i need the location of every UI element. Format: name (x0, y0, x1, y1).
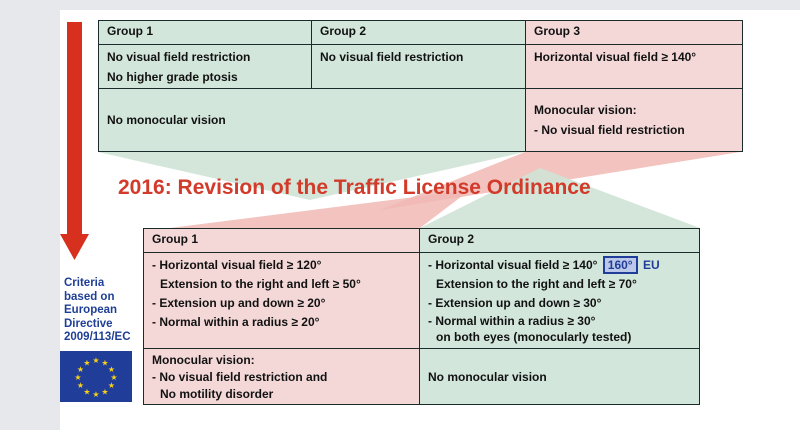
old-g1-line-1: No visual field restriction (107, 50, 251, 64)
revision-title: 2016: Revision of the Traffic License Ordinance (118, 176, 591, 199)
svg-text:★: ★ (76, 365, 85, 374)
old-group-12-monocular-cell (99, 89, 526, 152)
svg-text:★: ★ (110, 373, 118, 382)
new-g1-monocular-item-2: No motility disorder (160, 387, 274, 401)
new-g2-line-3: - Extension up and down ≥ 30° (428, 296, 602, 310)
new-group-1-field-cell (144, 253, 420, 349)
new-header-group-2: Group 2 (420, 229, 700, 253)
eu-criteria-note (64, 277, 144, 345)
old-g1-line-2: No higher grade ptosis (107, 70, 238, 84)
old-header-group-1: Group 1 (99, 21, 312, 45)
new-group-1-monocular-cell (144, 349, 420, 405)
eu-criteria-line-3: European (64, 304, 118, 316)
old-regulation-table (98, 20, 743, 152)
new-g1-line-4: - Normal within a radius ≥ 20° (152, 315, 320, 329)
old-g2-line-1: No visual field restriction (320, 50, 464, 64)
old-g3-monocular-title: Monocular vision: (534, 103, 637, 117)
eu-criteria-line-4: Directive (64, 317, 113, 330)
new-g2-line-4: - Normal within a radius ≥ 30° (428, 314, 596, 328)
old-header-group-3: Group 3 (526, 21, 743, 45)
svg-text:★: ★ (101, 358, 109, 368)
svg-text:★: ★ (107, 381, 116, 390)
old-group-3-field-cell (526, 45, 743, 89)
new-g2-line-2: Extension to the right and left ≥ 70° (436, 277, 637, 291)
arrow-head (60, 234, 89, 260)
new-g1-monocular-item-1: - No visual field restriction and (152, 370, 328, 384)
svg-text:★: ★ (74, 373, 82, 382)
new-regulation-table (143, 228, 700, 405)
new-header-group-1: Group 1 (144, 229, 420, 253)
arrow-shaft (67, 22, 82, 234)
old-header-group-2: Group 2 (312, 21, 526, 45)
new-g1-line-1: - Horizontal visual field ≥ 120° (152, 258, 322, 272)
new-g2-line-1 (428, 256, 691, 275)
new-g1-monocular-title: Monocular vision: (152, 353, 255, 367)
svg-text:★: ★ (101, 387, 109, 397)
svg-text:★: ★ (83, 358, 91, 368)
old-group-2-field-cell (312, 45, 526, 89)
new-group-2-monocular-cell (420, 349, 700, 405)
svg-text:★: ★ (92, 390, 100, 399)
old-g3-line-1: Horizontal visual field ≥ 140° (534, 50, 697, 64)
new-g2-horizontal-text: - Horizontal visual field ≥ 140° (428, 258, 598, 272)
new-group-2-field-cell (420, 253, 700, 349)
new-g2-line-5: on both eyes (monocularly tested) (436, 330, 632, 344)
old-group-3-monocular-cell (526, 89, 743, 152)
new-g2-monocular: No monocular vision (428, 369, 547, 384)
svg-text:★: ★ (107, 365, 116, 374)
svg-text:★: ★ (83, 387, 91, 397)
eu-flag-icon (60, 351, 132, 402)
eu-criteria-line-1: Criteria (64, 277, 105, 289)
eu-tag: EU (642, 258, 660, 272)
eu-criteria-line-2: based on (64, 290, 115, 303)
new-g1-line-3: - Extension up and down ≥ 20° (152, 296, 326, 310)
eu-criteria-line-5: 2009/113/EC (64, 331, 131, 343)
svg-text:★: ★ (76, 381, 85, 390)
old-group-1-field-cell (99, 45, 312, 89)
eu-160-badge: 160° (603, 256, 638, 274)
old-g3-monocular-item: - No visual field restriction (534, 123, 685, 137)
svg-text:★: ★ (92, 356, 100, 365)
new-g1-line-2: Extension to the right and left ≥ 50° (160, 277, 361, 291)
old-g12-monocular: No monocular vision (107, 113, 226, 127)
